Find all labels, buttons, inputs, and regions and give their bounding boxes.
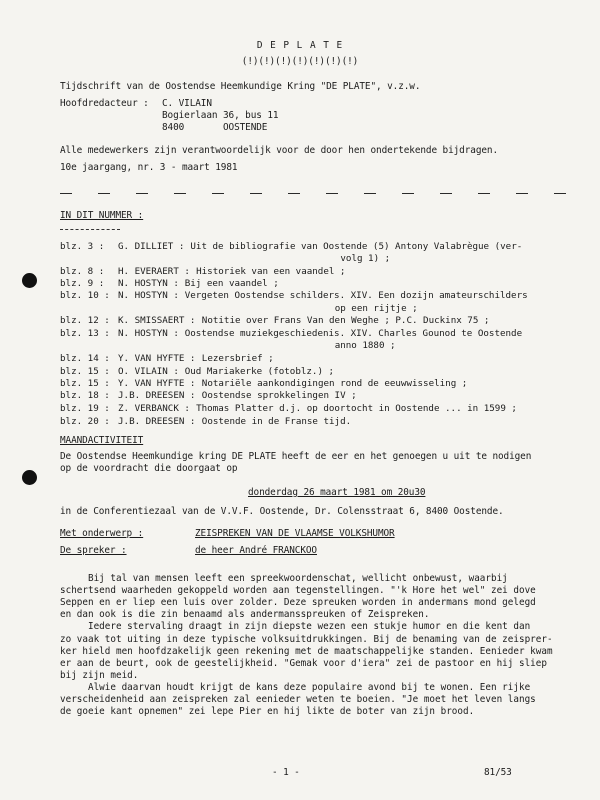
issue-line: 10e jaargang, nr. 3 - maart 1981 — [60, 162, 238, 173]
toc-author: N. HOSTYN : — [118, 278, 179, 289]
subject-value: ZEISPREKEN VAN DE VLAAMSE VOLKSHUMOR — [195, 528, 395, 539]
toc-page: blz. 19 : — [60, 403, 110, 414]
speaker-value: de heer André FRANCKOO — [195, 545, 317, 556]
toc-page: blz. 12 : — [60, 315, 110, 326]
toc-entry — [60, 366, 580, 377]
body-line: en dan ook is die zin benaamd als andermansspreuken of Zeispreken. — [60, 609, 430, 621]
page-number: - 1 - — [272, 767, 300, 778]
toc-title: Lezersbrief ; — [201, 353, 274, 364]
toc-author: Y. VAN HYFTE : — [118, 378, 196, 389]
toc-author: O. VILAIN : — [118, 366, 179, 377]
toc-page: blz. 10 : — [60, 290, 110, 301]
separator-dash — [98, 193, 110, 194]
separator-dash — [212, 193, 224, 194]
activity-heading: MAANDACTIVITEIT — [60, 435, 144, 446]
toc-title: Notariële aankondigingen rond de eeuwwisseling ; — [201, 378, 468, 389]
toc-title: Oostendse sprokkelingen IV ; — [201, 390, 357, 401]
separator-dash — [60, 193, 72, 194]
venue-line: in de Conferentiezaal van de V.V.F. Oostende, Dr. Colensstraat 6, 8400 Oostende. — [60, 506, 504, 517]
toc-title: Thomas Platter d.j. op doortocht in Oostende ... in 1599 ; — [196, 403, 517, 414]
body-line: bij zijn meid. — [60, 669, 139, 681]
activity-intro-2: op de voordracht die doorgaat op — [60, 463, 238, 474]
punch-hole-top — [22, 273, 37, 288]
toc-author: K. SMISSAERT : — [118, 315, 196, 326]
body-line: Seppen en er liep een luis over zolder. Deze spreuken worden in andermans mond gelegd — [60, 597, 536, 609]
body-line: ker hield men hoofdzakelijk geen rekening met de maatschappelijke standen. Eenieder kwam — [60, 645, 553, 657]
separator-dash — [516, 193, 528, 194]
toc-entry — [60, 403, 580, 414]
editor-street: Bogierlaan 36, bus 11 — [162, 110, 279, 121]
punch-hole-bottom — [22, 470, 37, 485]
body-line: Bij tal van mensen leeft een spreekwoordenschat, wellicht onbewust, waarbij — [60, 573, 508, 584]
toc-author: J.B. DREESEN : — [118, 416, 196, 427]
toc-entry — [60, 278, 580, 289]
toc-entry — [60, 353, 580, 364]
separator-dash — [478, 193, 490, 194]
toc-title: Historiek van een vaandel ; — [196, 266, 346, 277]
toc-page: blz. 9 : — [60, 278, 105, 289]
document-code: 81/53 — [484, 767, 512, 778]
toc-page: blz. 15 : — [60, 366, 110, 377]
toc-title: Oostende in de Franse tijd. — [201, 416, 352, 427]
toc-author: N. HOSTYN : — [118, 290, 179, 301]
toc-page: blz. 15 : — [60, 378, 110, 389]
editor-postcode: 8400 — [162, 122, 185, 133]
toc-page: blz. 13 : — [60, 328, 110, 339]
toc-title-continuation: op een rijtje ; — [334, 303, 418, 314]
toc-title: Oud Mariakerke (fotoblz.) ; — [184, 366, 335, 377]
toc-entry — [60, 266, 580, 277]
toc-title-continuation: volg 1) ; — [340, 253, 391, 264]
separator-dash — [554, 193, 566, 194]
body-line: Iedere stervaling draagt in zijn diepste wezen een stukje humor en die kent dan — [60, 621, 531, 633]
toc-page: blz. 8 : — [60, 266, 105, 277]
toc-entry-continuation — [60, 303, 580, 314]
toc-author: H. EVERAERT : — [118, 266, 190, 277]
toc-entry — [60, 315, 580, 326]
toc-author: J.B. DREESEN : — [118, 390, 196, 401]
body-line: verscheidenheid aan zeispreken zal eenieder weten te boeien. "Je moet het leven langs — [60, 694, 536, 705]
body-line: schertsend waarheden gekoppeld worden aan tegenstellingen. "'k Hore het wel" zei dove — [60, 585, 536, 597]
editor-name: C. VILAIN — [162, 98, 212, 109]
toc-title: Oostendse muziekgeschiedenis. XIV. Charles Gounod te Oostende — [184, 328, 523, 339]
toc-page: blz. 14 : — [60, 353, 110, 364]
journal-title: D E P L A T E — [256, 40, 344, 51]
body-line: zo vaak tot uiting in deze typische volksuitdrukkingen. Bij de benaming van de zeisprer- — [60, 633, 553, 645]
toc-heading-rule — [60, 229, 120, 231]
toc-author: G. DILLIET : — [118, 241, 185, 252]
toc-entry — [60, 290, 580, 301]
toc-entry — [60, 241, 580, 252]
separator-dash — [440, 193, 452, 194]
body-line: er aan de beurt, ook de geestelijkheid. "Gemak voor d'iera" zei de pastoor en hij sliep — [60, 657, 547, 669]
toc-title: Vergeten Oostendse schilders. XIV. Een dozijn amateurschilders — [184, 290, 528, 301]
disclaimer: Alle medewerkers zijn verantwoordelijk voor de door hen ondertekende bijdragen. — [60, 145, 498, 156]
speaker-label: De spreker : — [60, 545, 127, 556]
separator-dash — [136, 193, 148, 194]
toc-title-continuation: anno 1880 ; — [334, 340, 396, 351]
separator-dash — [288, 193, 300, 194]
separator-dash — [364, 193, 376, 194]
separator-dash — [250, 193, 262, 194]
toc-heading: IN DIT NUMMER : — [60, 210, 144, 221]
toc-author: N. HOSTYN : — [118, 328, 179, 339]
toc-entry — [60, 378, 580, 389]
toc-entry — [60, 328, 580, 339]
toc-title: Uit de bibliografie van Oostende (5) Antony Valabrègue (ver- — [190, 241, 523, 252]
title-ornament: (!)(!)(!)(!)(!)(!)(!) — [241, 56, 359, 67]
toc-page: blz. 18 : — [60, 390, 110, 401]
editor-city: OOSTENDE — [223, 122, 268, 133]
toc-title: Bij een vaandel ; — [184, 278, 279, 289]
toc-entry-continuation — [60, 253, 580, 264]
subject-label: Met onderwerp : — [60, 528, 144, 539]
separator-dash — [402, 193, 414, 194]
lecture-date: donderdag 26 maart 1981 om 20u30 — [248, 487, 426, 498]
dashed-separator — [60, 193, 580, 194]
toc-author: Y. VAN HYFTE : — [118, 353, 196, 364]
toc-entry — [60, 416, 580, 427]
toc-page: blz. 3 : — [60, 241, 105, 252]
body-line: Alwie daarvan houdt krijgt de kans deze populaire avond bij te wonen. Een rijke — [60, 681, 531, 693]
journal-line: Tijdschrift van de Oostendse Heemkundige Kring "DE PLATE", v.z.w. — [60, 81, 421, 92]
activity-intro-1: De Oostendse Heemkundige kring DE PLATE heeft de eer en het genoegen u uit te nodigen — [60, 451, 532, 462]
toc-title: Notitie over Frans Van den Weghe ; P.C. Duckinx 75 ; — [201, 315, 490, 326]
editor-label: Hoofdredacteur : — [60, 98, 149, 109]
toc-author: Z. VERBANCK : — [118, 403, 190, 414]
toc-page: blz. 20 : — [60, 416, 110, 427]
toc-entry — [60, 390, 580, 401]
body-line: de goeie kant opnemen" zei lepe Pier en hij likte de boter van zijn brood. — [60, 706, 475, 718]
toc-entry-continuation — [60, 340, 580, 351]
separator-dash — [326, 193, 338, 194]
separator-dash — [174, 193, 186, 194]
